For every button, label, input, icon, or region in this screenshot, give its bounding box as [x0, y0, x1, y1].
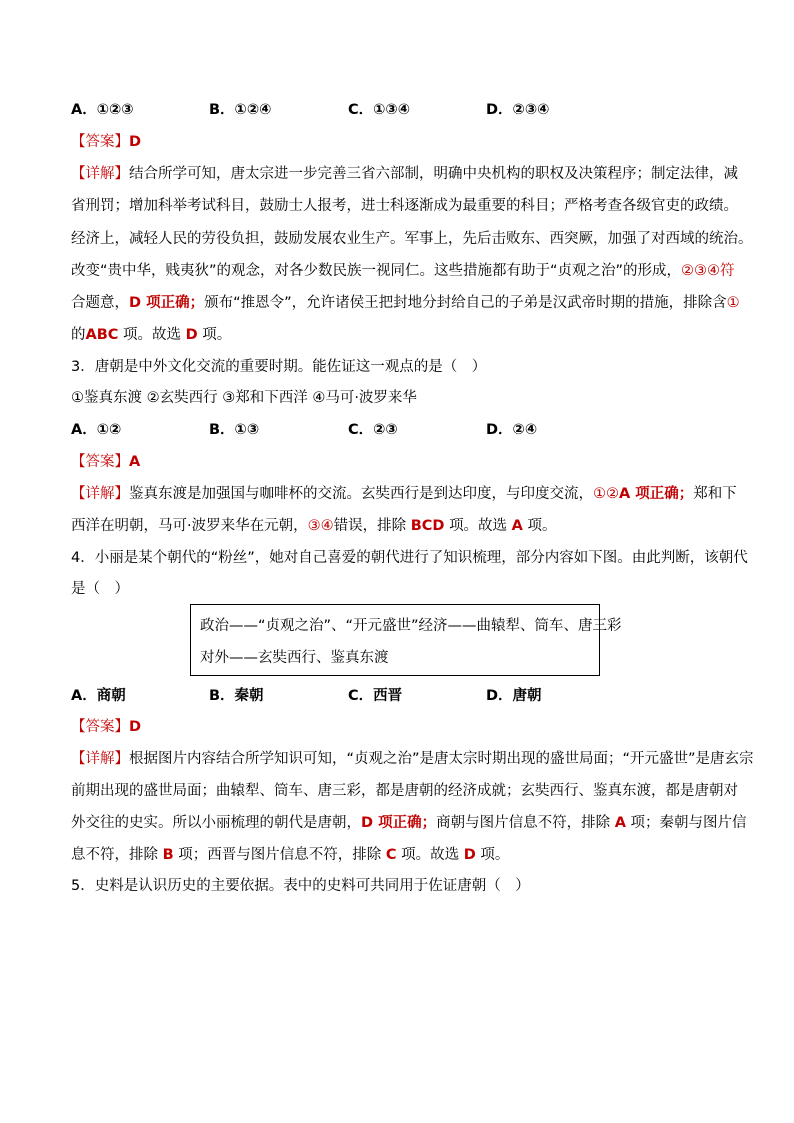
q2-detail-line: 省刑罚；增加科举考试科目，鼓励士人报考，进士科逐渐成为最重要的科目；严格考查各级官吏的政绩。 [71, 198, 738, 214]
q4-answer [71, 717, 141, 737]
q3-stem: 3．唐朝是中外文化交流的重要时期。能佐证这一观点的是（ ） [71, 359, 487, 375]
q5-stem: 5．史料是认识历史的主要依据。表中的史料可共同用于佐证唐朝（ ） [71, 878, 530, 894]
detail-text: 颁布“推恩令”，允许诸侯王把封地分封给自己的子弟是汉武帝时期的措施，排除含 [204, 295, 727, 311]
answer-tag: 【答案】 [71, 134, 129, 150]
detail-red: D [185, 327, 198, 343]
detail-text: 项。 [527, 518, 557, 534]
q3-detail-line [71, 484, 737, 504]
detail-red: ABC [85, 327, 119, 343]
q3-option-d: D．②④ [486, 422, 538, 438]
detail-tag: 【详解】 [71, 751, 129, 767]
q4-stem: 4．小丽是某个朝代的“粉丝”，她对自己喜爱的朝代进行了知识梳理，部分内容如下图。由此判断，该朝代 [71, 550, 748, 566]
answer-value: D [129, 719, 142, 735]
detail-text: 郑和下 [693, 486, 737, 502]
detail-red: A [614, 815, 626, 831]
detail-text: 商朝与图片信息不符，排除 [436, 815, 611, 831]
detail-text: 项。故选 [123, 327, 182, 343]
answer-tag: 【答案】 [71, 454, 129, 470]
q4-detail-line [71, 845, 509, 865]
q2-detail-line [71, 164, 738, 184]
q2-option-c: C．①③④ [348, 102, 410, 118]
detail-red: D 项正确； [361, 815, 437, 831]
q4-option-a: A．商朝 [71, 688, 126, 704]
detail-red: ① [726, 295, 740, 311]
detail-red: B [162, 847, 174, 863]
detail-text: 项。 [480, 847, 510, 863]
detail-red: ③④ [307, 518, 334, 534]
detail-red: D [463, 847, 476, 863]
q2-answer [71, 132, 141, 152]
box-line: 政治——“贞观之治”、“开元盛世”经济——曲辕犁、筒车、唐三彩 [200, 618, 622, 634]
detail-text: 结合所学可知，唐太宗进一步完善三省六部制，明确中央机构的职权及决策程序；制定法律，减 [129, 166, 738, 182]
answer-tag: 【答案】 [71, 719, 129, 735]
detail-red: ①② [593, 486, 619, 502]
q3-detail-line [71, 516, 557, 536]
detail-text: 西洋在明朝，马可·波罗来华在元朝， [71, 518, 308, 534]
q4-detail-line: 前期出现的盛世局面；曲辕犁、筒车、唐三彩，都是唐朝的经济成就；玄奘西行、鉴真东渡，都是唐朝对 [71, 783, 738, 799]
detail-text: 合题意， [71, 295, 129, 311]
detail-text: 项；秦朝与图片信 [630, 815, 747, 831]
detail-text: 项；西晋与图片信息不符，排除 [178, 847, 382, 863]
detail-red: A 项正确； [619, 486, 694, 502]
detail-text: 项。故选 [449, 518, 508, 534]
q4-option-d: D．唐朝 [486, 688, 542, 704]
q3-answer [71, 452, 140, 472]
q3-items: ①鉴真东渡 ②玄奘西行 ③郑和下西洋 ④马可·波罗来华 [71, 390, 417, 406]
detail-text: 根据图片内容结合所学知识可知，“贞观之治”是唐太宗时期出现的盛世局面；“开元盛世”是唐玄宗 [129, 751, 754, 767]
q4-option-b: B．秦朝 [209, 688, 264, 704]
q4-detail-line [71, 749, 754, 769]
detail-red: A [511, 518, 523, 534]
detail-red: 符 [720, 263, 735, 279]
q2-detail-line [71, 325, 231, 345]
detail-text: 外交往的史实。所以小丽梳理的朝代是唐朝， [71, 815, 361, 831]
q3-option-b: B．①③ [209, 422, 260, 438]
q2-detail-line [71, 293, 740, 313]
detail-text: 的 [71, 327, 86, 343]
detail-text: 错误，排除 [333, 518, 407, 534]
q3-option-c: C．②③ [348, 422, 398, 438]
detail-tag: 【详解】 [71, 166, 129, 182]
detail-text: 改变“贵中华，贱夷狄”的观念，对各少数民族一视同仁。这些措施都有助于“贞观之治”的形成， [71, 263, 682, 279]
q4-knowledge-box [190, 604, 622, 676]
detail-text: 息不符，排除 [71, 847, 158, 863]
box-line: 对外——玄奘西行、鉴真东渡 [200, 650, 389, 666]
detail-text: 鉴真东渡是加强国与咖啡杯的交流。玄奘西行是到达印度，与印度交流， [129, 486, 593, 502]
detail-tag: 【详解】 [71, 486, 129, 502]
detail-red: ②③④ [681, 263, 721, 279]
q3-option-a: A．①② [71, 422, 122, 438]
q2-option-d: D．②③④ [486, 102, 550, 118]
answer-value: A [129, 454, 141, 470]
q4-detail-line [71, 813, 747, 833]
q2-detail-line: 经济上，减轻人民的劳役负担，鼓励发展农业生产。军事上，先后击败东、西突厥，加强了对西域的统治。 [71, 231, 753, 247]
q2-option-a: A．①②③ [71, 102, 134, 118]
answer-value: D [129, 134, 142, 150]
q4-stem: 是（ ） [71, 581, 129, 597]
detail-text: 项。 [202, 327, 232, 343]
detail-red: D 项正确； [129, 295, 205, 311]
detail-red: BCD [410, 518, 445, 534]
detail-red: C [385, 847, 397, 863]
q4-option-c: C．西晋 [348, 688, 403, 704]
q2-option-b: B．①②④ [209, 102, 272, 118]
detail-text: 项。故选 [401, 847, 460, 863]
q2-detail-line [71, 261, 735, 281]
